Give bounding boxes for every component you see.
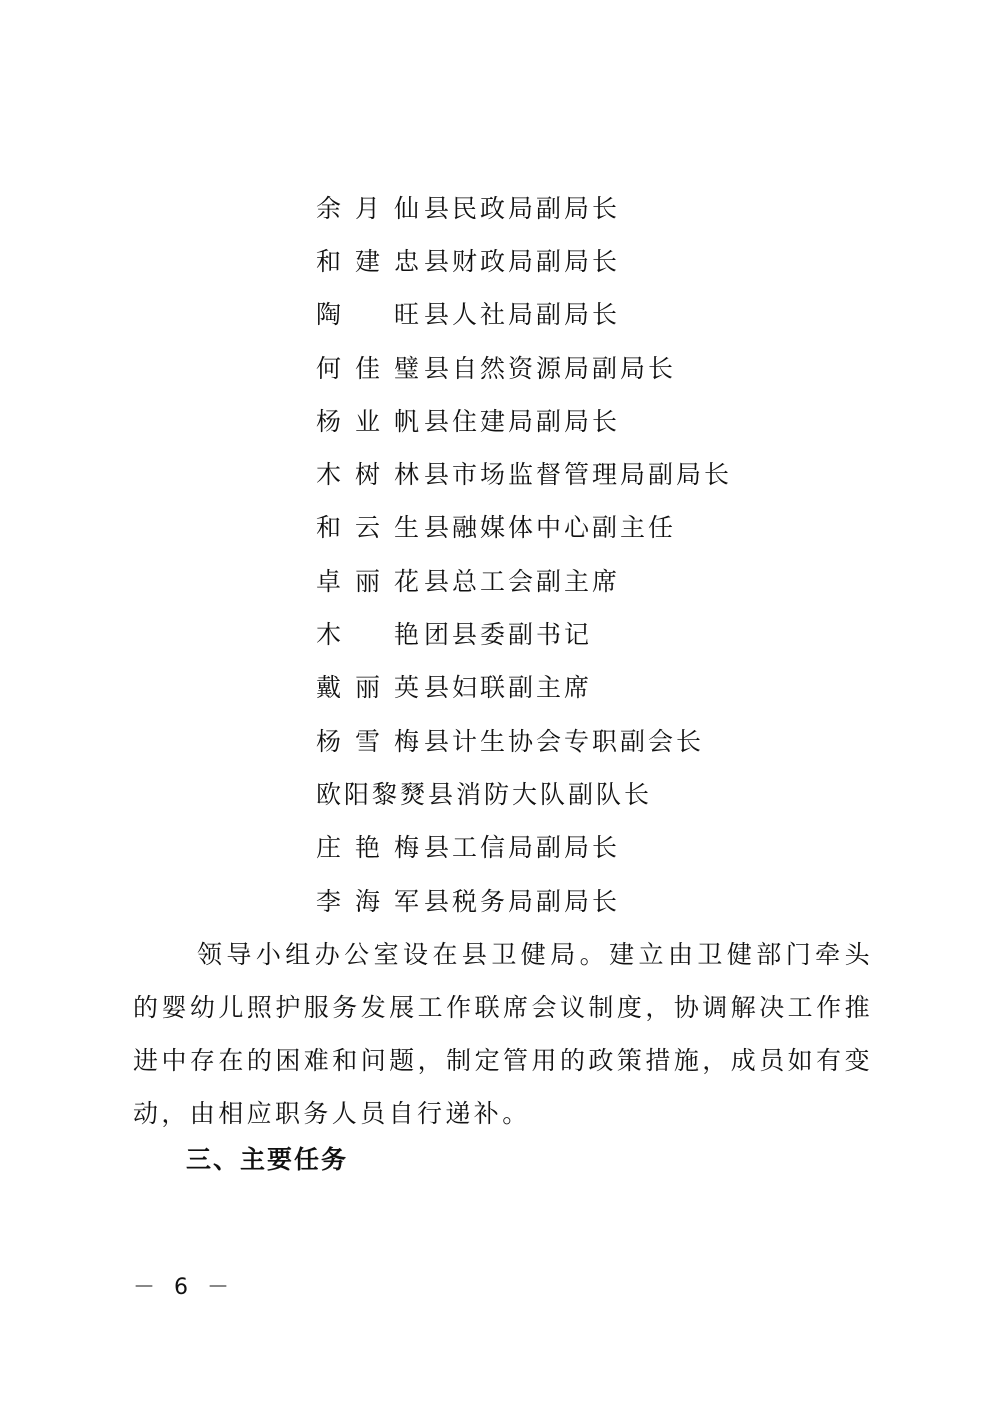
page-number: － 6 － bbox=[133, 1275, 235, 1300]
section-heading: 三、主要任务 bbox=[186, 1145, 349, 1174]
member-role: 县税务局副局长 bbox=[424, 886, 621, 916]
member-row bbox=[316, 606, 732, 659]
member-row bbox=[316, 820, 732, 873]
member-row bbox=[316, 660, 732, 713]
member-row bbox=[316, 713, 732, 766]
member-name: 卓丽花 bbox=[316, 566, 422, 596]
member-role: 县融媒体中心副主任 bbox=[424, 513, 677, 543]
member-role: 县工信局副局长 bbox=[424, 833, 621, 863]
member-name: 杨业帆 bbox=[316, 406, 422, 436]
member-row bbox=[316, 287, 732, 340]
member-role: 县住建局副局长 bbox=[424, 406, 621, 436]
member-role: 县财政局副局长 bbox=[424, 246, 621, 276]
member-name: 何佳璧 bbox=[316, 353, 422, 383]
member-role: 县人社局副局长 bbox=[424, 300, 621, 330]
member-name: 木 艳 bbox=[316, 620, 422, 650]
member-role: 县总工会副主席 bbox=[424, 566, 621, 596]
member-row bbox=[316, 340, 732, 393]
member-row bbox=[316, 873, 732, 926]
office-paragraph: 领导小组办公室设在县卫健局。建立由卫健部门牵头的婴幼儿照护服务发展工作联席会议制度，协调解决工作推进中存在的困难和问题，制定管用的政策措施，成员如有变动，由相应职务人员自行递补。 bbox=[133, 940, 873, 1128]
member-row bbox=[316, 500, 732, 553]
member-name: 和云生 bbox=[316, 513, 422, 543]
member-list bbox=[316, 180, 732, 926]
member-role: 县妇联副主席 bbox=[424, 673, 593, 703]
member-name: 李海军 bbox=[316, 886, 422, 916]
member-role: 县消防大队副队长 bbox=[428, 779, 653, 809]
member-name: 戴丽英 bbox=[316, 673, 422, 703]
member-row bbox=[316, 766, 732, 819]
member-role: 县自然资源局副局长 bbox=[424, 353, 677, 383]
member-name: 和建忠 bbox=[316, 246, 422, 276]
member-name: 余月仙 bbox=[316, 193, 422, 223]
member-role: 县市场监督管理局副局长 bbox=[424, 460, 733, 490]
member-row bbox=[316, 446, 732, 499]
member-name: 陶 旺 bbox=[316, 300, 422, 330]
member-row bbox=[316, 180, 732, 233]
member-name: 庄艳梅 bbox=[316, 833, 422, 863]
member-role: 团县委副书记 bbox=[424, 620, 593, 650]
member-name: 杨雪梅 bbox=[316, 726, 422, 756]
member-role: 县计生协会专职副会长 bbox=[424, 726, 705, 756]
member-name: 木树林 bbox=[316, 460, 422, 490]
member-role: 县民政局副局长 bbox=[424, 193, 621, 223]
member-row bbox=[316, 553, 732, 606]
member-name: 欧阳黎燹 bbox=[316, 779, 429, 809]
member-row bbox=[316, 393, 732, 446]
member-row bbox=[316, 233, 732, 286]
